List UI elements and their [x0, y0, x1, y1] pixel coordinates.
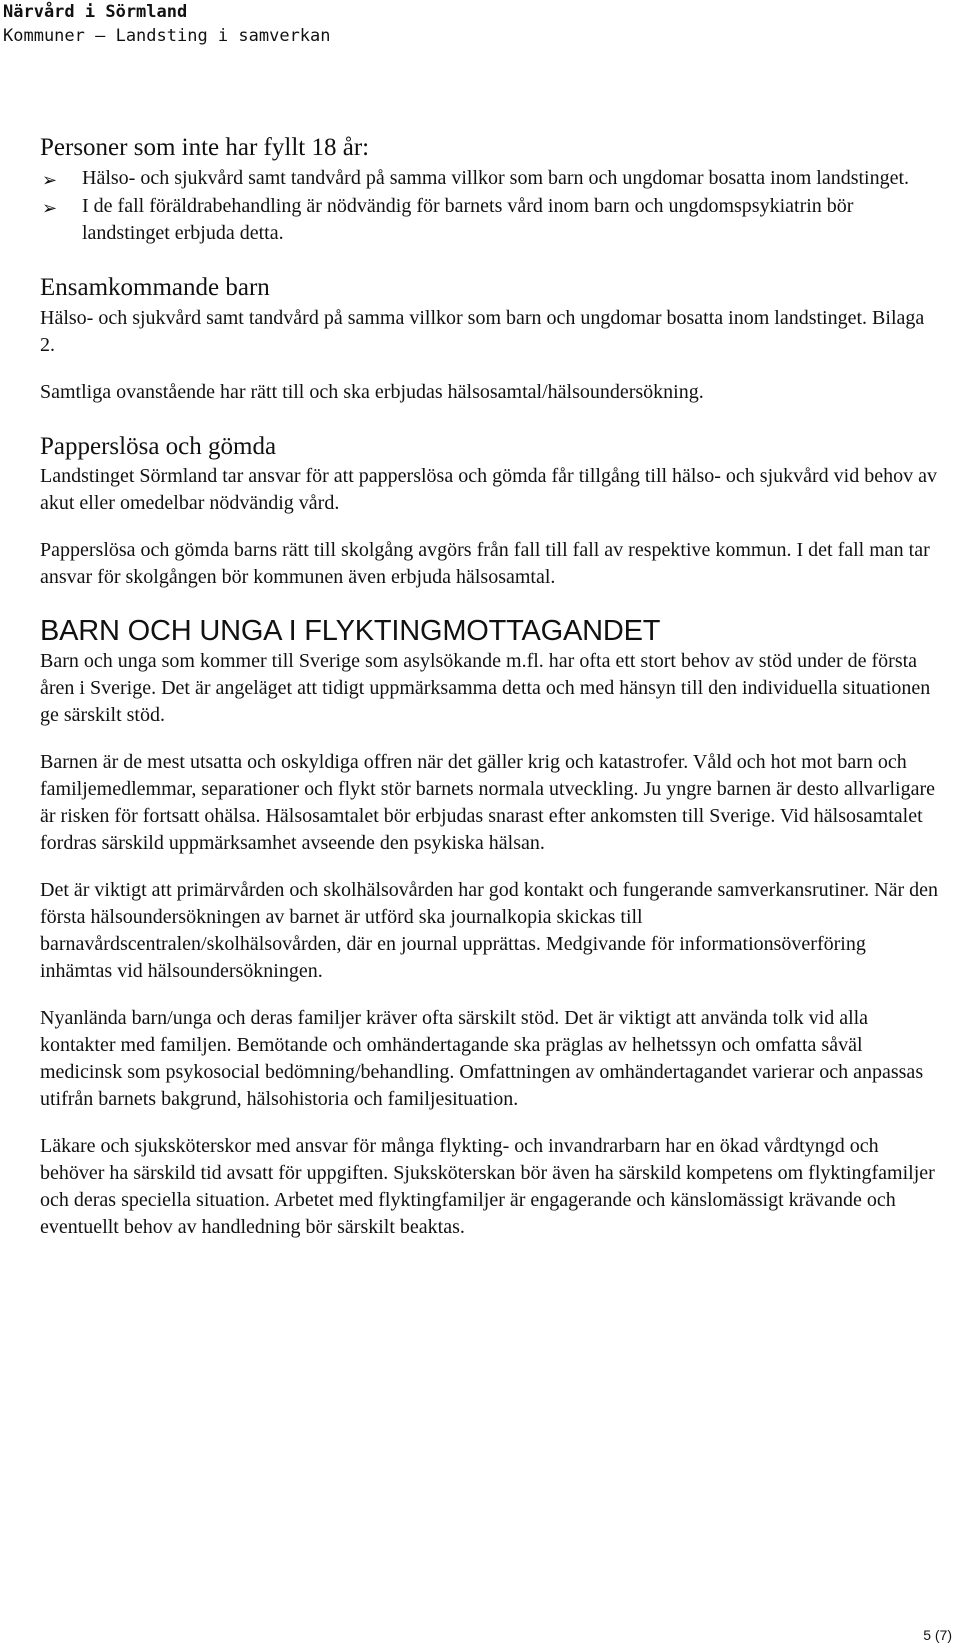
page-number: 5 (7) — [923, 1627, 952, 1643]
list-item: ➢ I de fall föräldrabehandling är nödvändig för barnets vård inom barn och ungdomspsykiatrin bör landstinget erbjuda detta. — [42, 194, 854, 244]
arrow-bullet-icon: ➢ — [42, 170, 58, 190]
unaccompanied-note: Samtliga ovanstående har rätt till och ska erbjudas hälsosamtal/hälsoundersökning. — [40, 380, 704, 403]
unaccompanied-text: Hälso- och sjukvård samt tandvård på samma villkor som barn och ungdomar bosatta inom landstinget. Bilaga 2. — [40, 306, 925, 356]
page-header — [3, 0, 331, 48]
header-org: Närvård i Sörmland — [3, 2, 188, 22]
minors-heading: Personer som inte har fyllt 18 år: — [40, 134, 370, 161]
refugee-p5: Läkare och sjuksköterskor med ansvar för många flykting- och invandrarbarn har en ökad vårdtyngd och behöver ha särskild tid avsatt för uppgiften. Sjuksköterskan bör även ha särskild kompetens om flyktingfamiljer och deras speciella situation. Arbetet med flyktingfamiljer är engagerande och känslomässigt krävande och eventuellt behov av handledning bör särskilt beaktas. — [40, 1134, 935, 1238]
refugee-p1: Barn och unga som kommer till Sverige som asylsökande m.fl. har ofta ett stort behov av stöd under de första åren i Sverige. Det är angeläget att tidigt uppmärksamma detta och med hänsyn till den individuella situationen ge särskilt stöd. — [40, 649, 931, 726]
minors-list — [40, 165, 940, 248]
undocumented-heading: Papperslösa och gömda — [40, 432, 277, 460]
unaccompanied-heading: Ensamkommande barn — [40, 273, 270, 301]
undocumented-p2: Papperslösa och gömda barns rätt till skolgång avgörs från fall till fall av respektive kommun. I det fall man tar ansvar för skolgången bör kommunen även erbjuda hälsosamtal. — [40, 538, 930, 588]
refugee-heading: BARN OCH UNGA I FLYKTINGMOTTAGANDET — [40, 614, 661, 647]
undocumented-p1: Landstinget Sörmland tar ansvar för att papperslösa och gömda får tillgång till hälso- och sjukvård vid behov av akut eller omedelbar nödvändig vård. — [40, 464, 937, 514]
list-item: ➢ Hälso- och sjukvård samt tandvård på samma villkor som barn och ungdomar bosatta inom landstinget. — [40, 165, 940, 193]
arrow-bullet-icon: ➢ — [42, 197, 58, 218]
refugee-p3: Det är viktigt att primärvården och skolhälsovården har god kontakt och fungerande samverkansrutiner. När den första hälsoundersökningen av barnet är utförd ska journalkopia skickas till barnavårdscentralen/skolhälsovården, där en journal upprättas. Medgivande för informationsöverföring inhämtas vid hälsoundersökningen. — [40, 878, 939, 982]
refugee-p4: Nyanlända barn/unga och deras familjer kräver ofta särskilt stöd. Det är viktigt att använda tolk vid alla kontakter med familjen. Bemötande och omhändertagande ska präglas av helhetssyn och omfatta såväl medicinsk som psykosocial bedömning/behandling. Omfattningen av omhändertagandet varierar och anpassas utifrån barnets bakgrund, hälsohistoria och familjesituation. — [40, 1006, 924, 1110]
refugee-p2: Barnen är de mest utsatta och oskyldiga offren när det gäller krig och katastrofer. Våld och hot mot barn och familjemedlemmar, separationer och flykt stör barnets normala utveckling. Ju yngre barnen är desto allvarligare är risken för fortsatt ohälsa. Hälsosamtalet bör erbjudas snarast efter ankomsten till Sverige. Vid hälsosamtalet fordras särskild uppmärksamhet avseende den psykiska hälsan. — [40, 750, 935, 854]
header-subtitle: Kommuner – Landsting i samverkan — [3, 26, 331, 46]
document-body — [40, 133, 940, 1241]
